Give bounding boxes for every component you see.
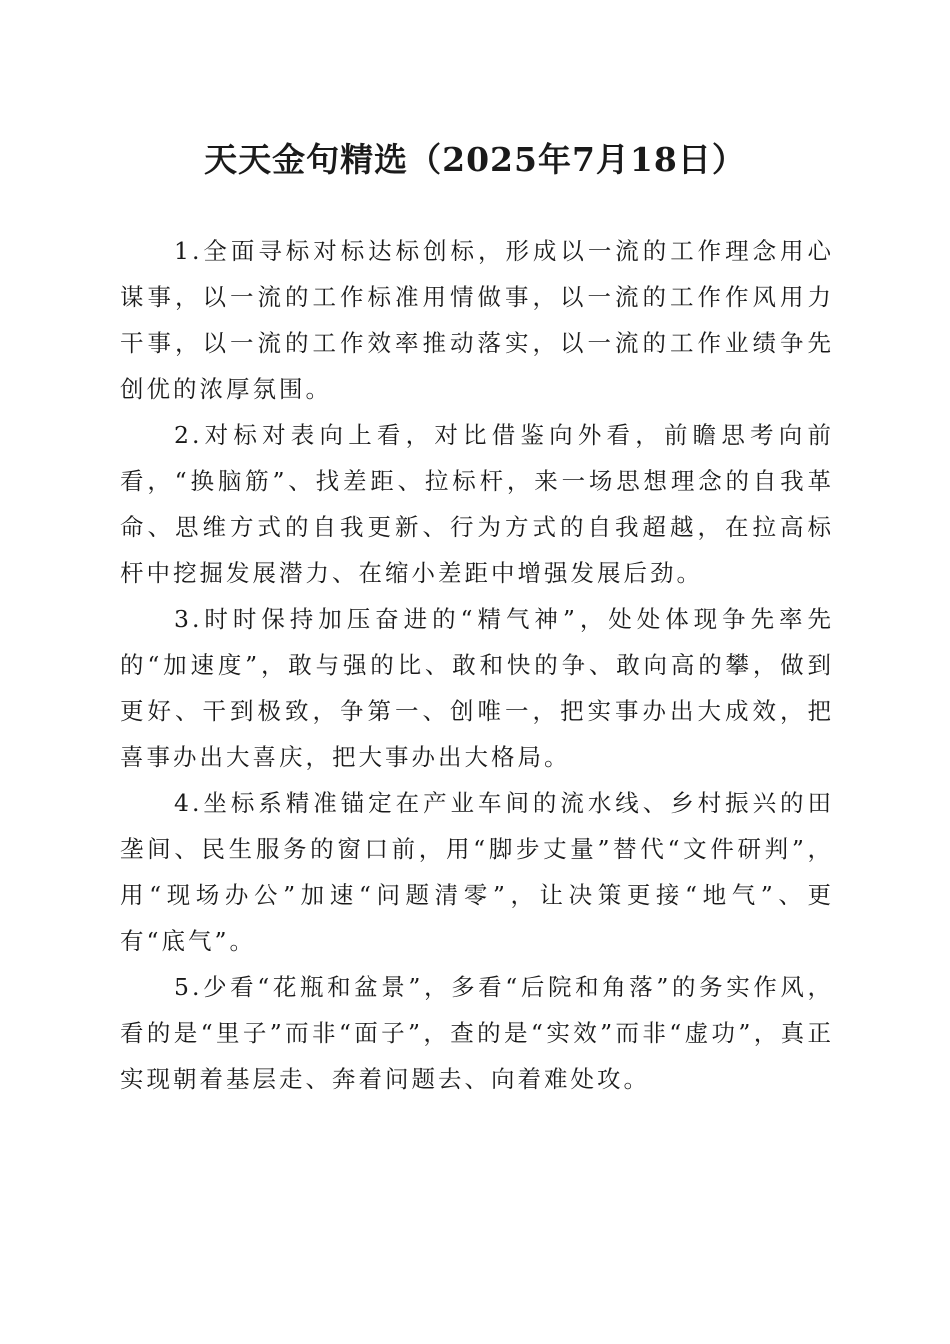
- page-title: 天天金句精选（2025年7月18日）: [204, 140, 746, 179]
- paragraph-2: 2.对标对表向上看，对比借鉴向外看，前瞻思考向前看，“换脑筋”、找差距、拉标杆，来一场思想理念的自我革命、思维方式的自我更新、行为方式的自我超越，在拉高标杆中挖掘发展潜力、在缩小差距中增强发展后劲。: [120, 421, 834, 587]
- paragraph-5: 5.少看“花瓶和盆景”，多看“后院和角落”的务实作风，看的是“里子”而非“面子”，查的是“实效”而非“虚功”，真正实现朝着基层走、奔着问题去、向着难处攻。: [120, 973, 834, 1093]
- paragraph-1: 1.全面寻标对标达标创标，形成以一流的工作理念用心谋事，以一流的工作标准用情做事，以一流的工作作风用力干事，以一流的工作效率推动落实，以一流的工作业绩争先创优的浓厚氛围。: [120, 237, 834, 403]
- document-body: [120, 228, 834, 1102]
- paragraph-4: 4.坐标系精准锚定在产业车间的流水线、乡村振兴的田垄间、民生服务的窗口前，用“脚步丈量”替代“文件研判”，用“现场办公”加速“问题清零”，让决策更接“地气”、更有“底气”。: [120, 789, 834, 955]
- paragraph-3: 3.时时保持加压奋进的“精气神”，处处体现争先率先的“加速度”，敢与强的比、敢和快的争、敢向高的攀，做到更好、干到极致，争第一、创唯一，把实事办出大成效，把喜事办出大喜庆，把大事办出大格局。: [120, 605, 834, 771]
